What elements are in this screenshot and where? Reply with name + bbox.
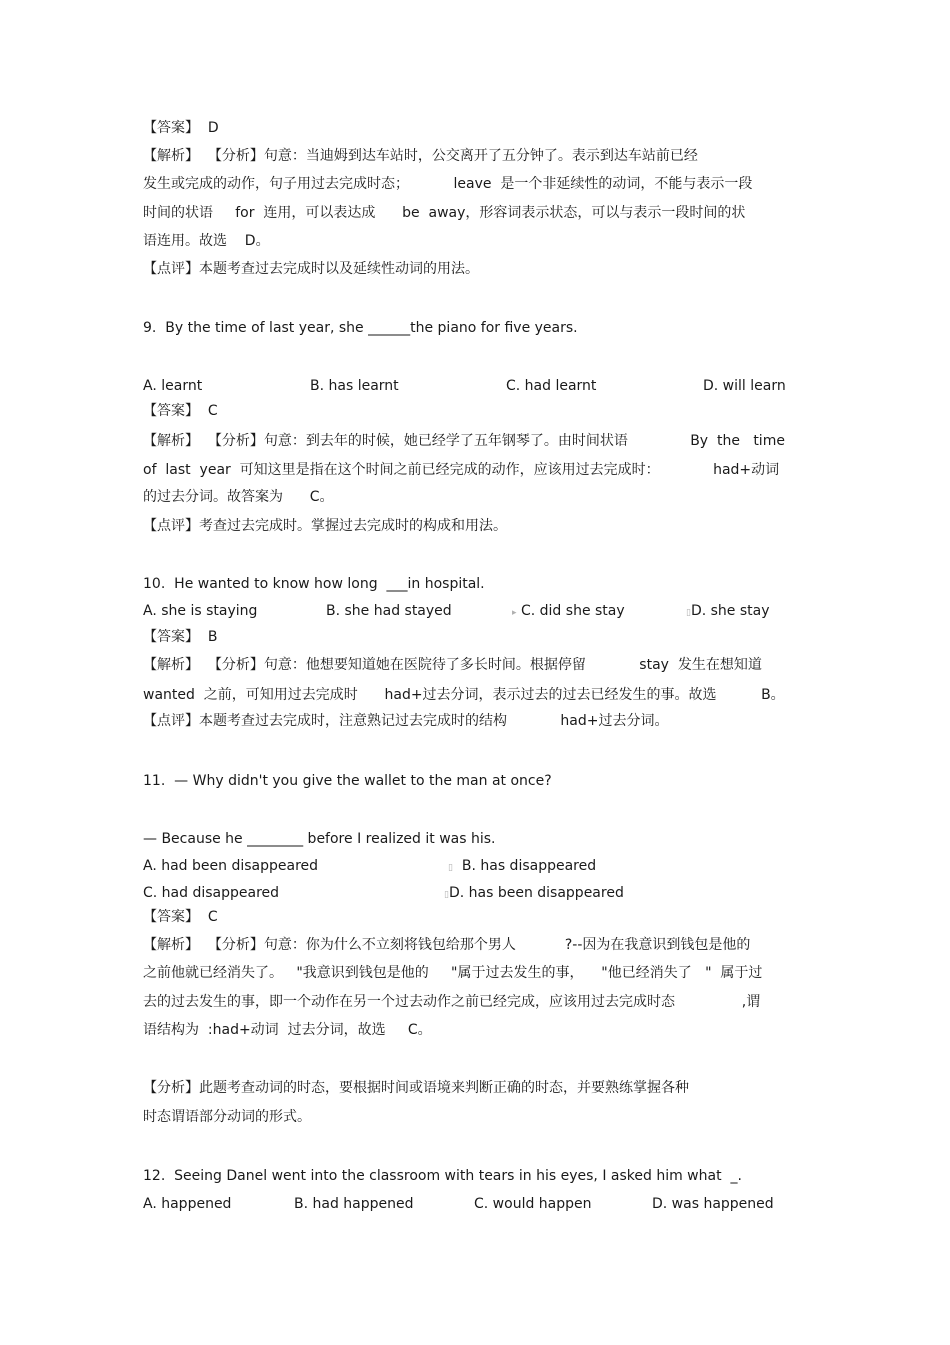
- scan-dot-icon: ▯: [448, 863, 453, 873]
- q10-question: 10. He wanted to know how long ___in hospital.: [143, 576, 485, 592]
- q10-option-d: ▯D. she stay: [686, 603, 770, 619]
- q11-extra-line-2: 时态谓语部分动词的形式。: [143, 1109, 311, 1125]
- q9-comment: 【点评】考查过去完成时。掌握过去完成时的构成和用法。: [143, 518, 507, 534]
- q10-analysis-line-2: wanted 之前，可知用过去完成时 had+过去分词，表示过去的过去已经发生的事。故选 B。: [143, 687, 785, 703]
- q11-option-c: C. had disappeared: [143, 885, 280, 901]
- q11-option-b: ▯ B. has disappeared: [448, 858, 597, 874]
- q11-analysis-line-3: 去的过去发生的事，即一个动作在另一个过去动作之前已经完成，应该用过去完成时态 ,谓: [143, 994, 761, 1010]
- q9-analysis-line-2: of last year 可知这里是指在这个时间之前已经完成的动作，应该用过去完成时： had+动词: [143, 462, 780, 478]
- q8-analysis-line-3: 时间的状语 for 连用，可以表达成 be away，形容词表示状态，可以与表示一段时间的状: [143, 205, 746, 221]
- q9-option-b: B. has learnt: [310, 378, 399, 394]
- q9-analysis-line-3: 的过去分词。故答案为 C。: [143, 489, 334, 505]
- q11-analysis-line-4: 语结构为 :had+动词 过去分词，故选 C。: [143, 1022, 432, 1038]
- q10-option-c: ▸ C. did she stay: [512, 603, 625, 619]
- q12-question: 12. Seeing Danel went into the classroom with tears in his eyes, I asked him what _.: [143, 1168, 742, 1184]
- q12-option-b: B. had happened: [294, 1196, 414, 1212]
- q9-question: 9. By the time of last year, she ______the piano for five years.: [143, 320, 578, 336]
- q8-comment: 【点评】本题考查过去完成时以及延续性动词的用法。: [143, 261, 479, 277]
- q9-option-d: D. will learn: [703, 378, 786, 394]
- q12-option-a: A. happened: [143, 1196, 232, 1212]
- q11-option-d: ▯D. has been disappeared: [444, 885, 624, 901]
- q9-option-c: C. had learnt: [506, 378, 597, 394]
- q12-option-d: D. was happened: [652, 1196, 774, 1212]
- q11-question: 11. — Why didn't you give the wallet to the man at once?: [143, 773, 552, 789]
- q11-analysis-line-1: 【解析】 【分析】句意：你为什么不立刻将钱包给那个男人 ?--因为在我意识到钱包是他的: [143, 937, 751, 953]
- q9-answer: 【答案】 C: [143, 403, 218, 419]
- q11-dialog: — Because he ________ before I realized it was his.: [143, 831, 496, 847]
- q9-option-a: A. learnt: [143, 378, 203, 394]
- scan-dot-icon: ▯: [686, 608, 691, 618]
- q11-analysis-line-2: 之前他就已经消失了。 "我意识到钱包是他的 "属于过去发生的事， "他已经消失了 " 属于过: [143, 965, 763, 981]
- q8-answer: 【答案】 D: [143, 120, 219, 136]
- q11-option-a: A. had been disappeared: [143, 858, 319, 874]
- scan-dot-icon: ▸: [512, 608, 517, 618]
- q12-option-c: C. would happen: [474, 1196, 592, 1212]
- q10-answer: 【答案】 B: [143, 629, 218, 645]
- q8-analysis-line-1: 【解析】 【分析】句意：当迪姆到达车站时，公交离开了五分钟了。表示到达车站前已经: [143, 148, 698, 164]
- q9-analysis-line-1: 【解析】 【分析】句意：到去年的时候，她已经学了五年钢琴了。由时间状语 By the time: [143, 433, 785, 449]
- q10-analysis-line-1: 【解析】 【分析】句意：他想要知道她在医院待了多长时间。根据停留 stay 发生在想知道: [143, 657, 762, 673]
- q10-option-a: A. she is staying: [143, 603, 258, 619]
- q8-analysis-line-2: 发生或完成的动作，句子用过去完成时态； leave 是一个非延续性的动词，不能与表示一段: [143, 176, 753, 192]
- scan-dot-icon: ▯: [444, 890, 449, 900]
- q11-extra-line-1: 【分析】此题考查动词的时态，要根据时间或语境来判断正确的时态，并要熟练掌握各种: [143, 1080, 689, 1096]
- q10-option-b: B. she had stayed: [326, 603, 452, 619]
- q10-comment: 【点评】本题考查过去完成时，注意熟记过去完成时的结构 had+过去分词。: [143, 713, 669, 729]
- q8-analysis-line-4: 语连用。故选 D。: [143, 233, 270, 249]
- q11-answer: 【答案】 C: [143, 909, 218, 925]
